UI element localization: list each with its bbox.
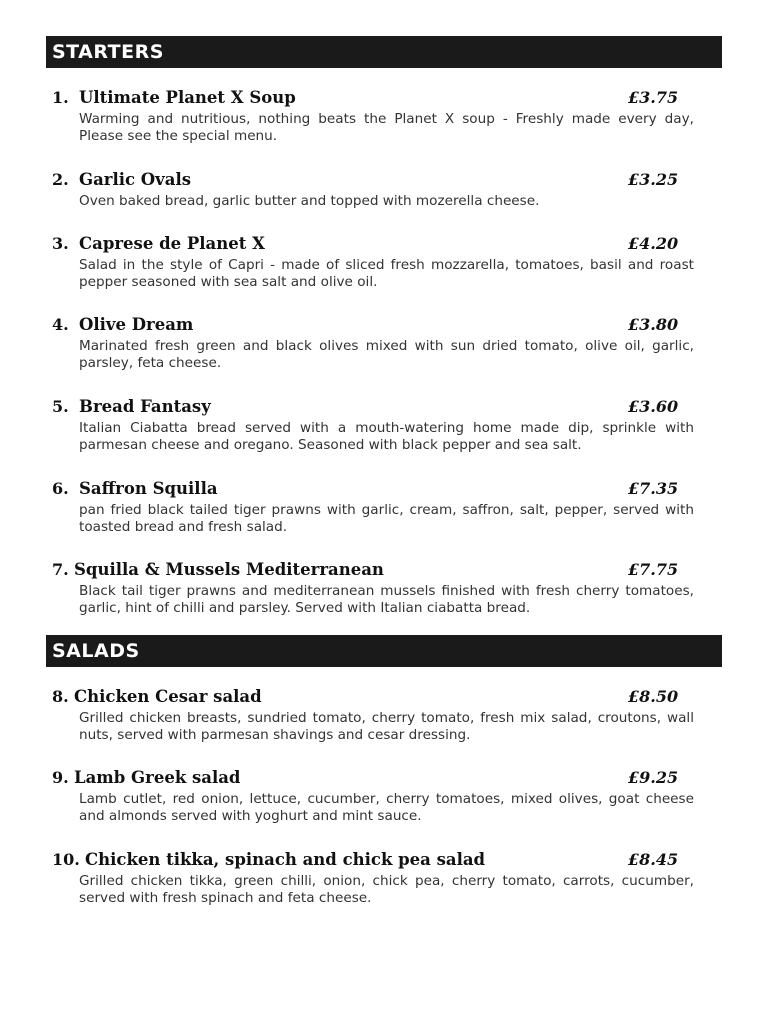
- item-number: 6.: [52, 479, 69, 498]
- item-price: £3.75: [628, 88, 679, 107]
- item-number: 4.: [52, 315, 69, 334]
- section-title: STARTERS: [52, 41, 164, 63]
- item-price: £7.75: [628, 560, 679, 579]
- item-number: 3.: [52, 234, 69, 253]
- item-description: Italian Ciabatta bread served with a mouth-watering home made dip, sprinkle with parmesan cheese and oregano. Seasoned with black pepper and sea salt.: [79, 420, 694, 453]
- menu-item: [52, 767, 694, 825]
- item-price: £3.25: [628, 170, 679, 189]
- item-name: Saffron Squilla: [79, 479, 218, 498]
- item-number: 1.: [52, 88, 69, 107]
- item-description: Grilled chicken tikka, green chilli, onion, chick pea, cherry tomato, carrots, cucumber, served with fresh spinach and feta cheese.: [79, 873, 694, 906]
- salads-header: [46, 635, 722, 667]
- menu-item: [52, 559, 694, 617]
- item-name: Bread Fantasy: [79, 397, 211, 416]
- item-number: 5.: [52, 397, 69, 416]
- menu-item: [52, 233, 694, 291]
- section-title: SALADS: [52, 640, 140, 662]
- item-price: £3.80: [628, 315, 679, 334]
- item-number: 8.: [52, 687, 69, 706]
- item-name: Squilla & Mussels Mediterranean: [74, 560, 384, 579]
- item-number: 2.: [52, 170, 69, 189]
- item-description: Grilled chicken breasts, sundried tomato, cherry tomato, fresh mix salad, croutons, wall nuts, served with parmesan shavings and cesar dressing.: [79, 710, 694, 743]
- item-price: £4.20: [628, 234, 679, 253]
- item-name: Lamb Greek salad: [74, 768, 241, 787]
- menu-item: [52, 169, 694, 210]
- item-price: £3.60: [628, 397, 679, 416]
- menu-item: [52, 396, 694, 454]
- item-description: Salad in the style of Capri - made of sliced fresh mozzarella, tomatoes, basil and roast pepper seasoned with sea salt and olive oil.: [79, 257, 694, 290]
- item-description: Black tail tiger prawns and mediterranean mussels finished with fresh cherry tomatoes, garlic, hint of chilli and parsley. Served with Italian ciabatta bread.: [79, 583, 694, 616]
- menu-item: [52, 478, 694, 536]
- item-description: Warming and nutritious, nothing beats the Planet X soup - Freshly made every day, Please see the special menu.: [79, 111, 694, 144]
- item-number: 9.: [52, 768, 69, 787]
- menu-item: [52, 87, 694, 145]
- menu-item: [52, 849, 694, 907]
- item-description: Oven baked bread, garlic butter and topped with mozerella cheese.: [79, 193, 540, 209]
- item-price: £7.35: [628, 479, 679, 498]
- item-price: £8.50: [628, 687, 679, 706]
- item-price: £9.25: [628, 768, 679, 787]
- item-description: Lamb cutlet, red onion, lettuce, cucumber, cherry tomatoes, mixed olives, goat cheese and almonds served with yoghurt and mint sauce.: [79, 791, 694, 824]
- item-name: Garlic Ovals: [79, 170, 192, 189]
- item-number: 10.: [52, 850, 80, 869]
- item-price: £8.45: [628, 850, 679, 869]
- item-number: 7.: [52, 560, 69, 579]
- item-name: Caprese de Planet X: [79, 234, 265, 253]
- item-name: Chicken tikka, spinach and chick pea salad: [85, 850, 486, 869]
- starters-header: [46, 36, 722, 68]
- item-name: Ultimate Planet X Soup: [79, 88, 296, 107]
- item-name: Olive Dream: [79, 315, 194, 334]
- menu-item: [52, 686, 694, 744]
- item-description: pan fried black tailed tiger prawns with garlic, cream, saffron, salt, pepper, served with toasted bread and fresh salad.: [79, 502, 694, 535]
- item-name: Chicken Cesar salad: [74, 687, 262, 706]
- item-description: Marinated fresh green and black olives mixed with sun dried tomato, olive oil, garlic, parsley, feta cheese.: [79, 338, 694, 371]
- menu-item: [52, 314, 694, 372]
